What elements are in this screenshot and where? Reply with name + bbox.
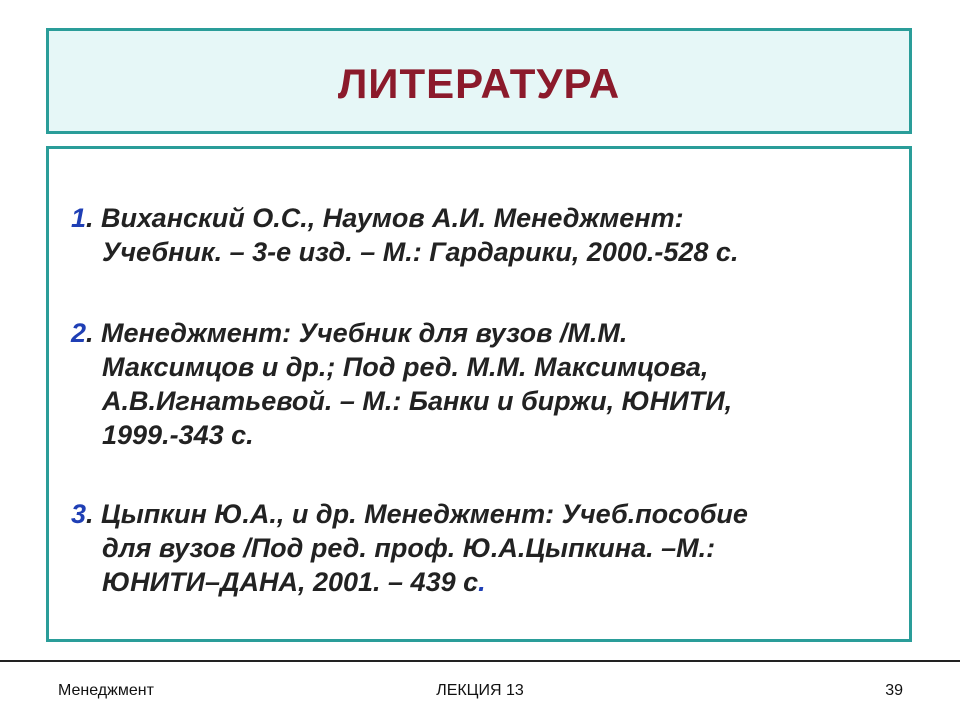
- reference-3-line-3: [71, 565, 879, 599]
- references-box: [46, 146, 912, 642]
- reference-1-text-1: . Виханский О.С., Наумов А.И. Менеджмент:: [86, 203, 684, 233]
- footer-course: Менеджмент: [58, 682, 154, 699]
- reference-item-2: [71, 316, 879, 452]
- reference-3-text-1: . Цыпкин Ю.А., и др. Менеджмент: Учеб.пособие: [86, 499, 748, 529]
- reference-2-line-4: 1999.-343 с.: [102, 420, 254, 450]
- reference-3-number: 3: [71, 499, 87, 529]
- reference-3-trailing-period: .: [478, 567, 486, 597]
- reference-1-line-1: [71, 201, 879, 235]
- footer-page-number: 39: [885, 682, 903, 699]
- reference-item-1: [71, 201, 879, 269]
- footer-divider: [0, 660, 960, 662]
- slide-title: ЛИТЕРАТУРА: [337, 60, 621, 107]
- footer-lecture: ЛЕКЦИЯ 13: [436, 682, 524, 699]
- title-box: [46, 28, 912, 134]
- reference-2-line-1: [71, 316, 879, 350]
- reference-3-line-1: [71, 497, 879, 531]
- reference-2-line-3: А.В.Игнатьевой. – М.: Банки и биржи, ЮНИТИ,: [102, 386, 733, 416]
- reference-item-3: [71, 497, 879, 599]
- reference-3-text-3: ЮНИТИ–ДАНА, 2001. – 439 с: [102, 567, 479, 597]
- reference-1-number: 1: [71, 203, 87, 233]
- reference-2-number: 2: [71, 318, 87, 348]
- reference-3-line-2: для вузов /Под ред. проф. Ю.А.Цыпкина. –М.:: [102, 533, 716, 563]
- reference-2-text-1: . Менеджмент: Учебник для вузов /М.М.: [86, 318, 628, 348]
- reference-2-line-2: Максимцов и др.; Под ред. М.М. Максимцова,: [102, 352, 709, 382]
- reference-1-line-2: Учебник. – 3-е изд. – М.: Гардарики, 2000.-528 с.: [102, 237, 739, 267]
